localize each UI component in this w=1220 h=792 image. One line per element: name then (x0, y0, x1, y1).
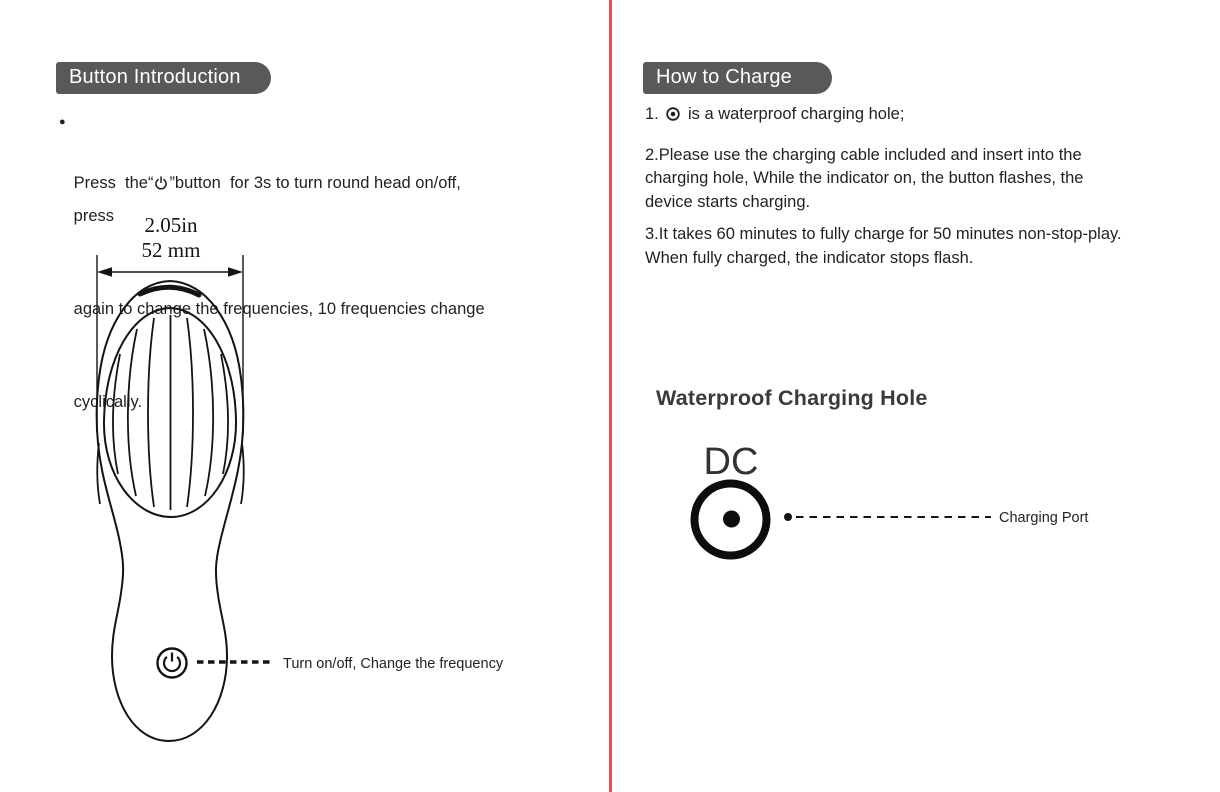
bullet-dot: ● (59, 116, 66, 128)
charging-steps (645, 103, 1185, 270)
dimension-mm-label: 52 mm (141, 238, 201, 262)
waterproof-hole-heading: Waterproof Charging Hole (656, 386, 928, 410)
charging-port-diagram (650, 430, 1120, 590)
intro-line-2: again to change the frequencies, 10 frequencies change (73, 300, 485, 318)
device-power-button (158, 649, 187, 678)
section-tag-button-introduction (56, 62, 271, 94)
intro-line-1-post: ”button for 3s to turn round head on/off, press (73, 174, 466, 225)
section-tag-label: Button Introduction (69, 66, 241, 88)
charging-step-2 (645, 144, 1185, 215)
charging-step-1 (645, 103, 1185, 130)
step-2-line-3: device starts charging. (645, 192, 811, 211)
charging-hole-icon (665, 106, 681, 130)
leader-start-dot (784, 513, 792, 521)
column-divider (609, 0, 612, 792)
charging-port-symbol (695, 484, 767, 556)
power-button-label: Turn on/off, Change the frequency (283, 656, 504, 672)
power-icon (154, 170, 168, 201)
step-1-text: is a waterproof charging hole; (683, 105, 905, 123)
dc-label: DC (703, 441, 759, 483)
device-head-top-arc (140, 287, 199, 295)
step-1-number: 1. (645, 105, 664, 123)
charging-step-3 (645, 223, 1185, 270)
intro-line-3: cyclically. (73, 393, 143, 411)
dimension-inches-label: 2.05in (144, 213, 198, 237)
charging-port-label: Charging Port (999, 510, 1089, 526)
step-2-line-2: charging hole, While the indicator on, the button flashes, the (645, 169, 1084, 187)
step-2-line-1: 2.Please use the charging cable included and insert into the (645, 145, 1082, 164)
section-tag-how-to-charge (643, 62, 832, 94)
step-3-line-1: 3.It takes 60 minutes to fully charge for 50 minutes non-stop-play. (645, 225, 1122, 243)
step-3-line-2: When fully charged, the indicator stops flash. (645, 248, 974, 267)
intro-line-1-pre: Press the“ (73, 174, 154, 192)
section-tag-label: How to Charge (656, 66, 792, 88)
dimension-arrow (97, 267, 243, 277)
device-diagram (70, 205, 550, 765)
